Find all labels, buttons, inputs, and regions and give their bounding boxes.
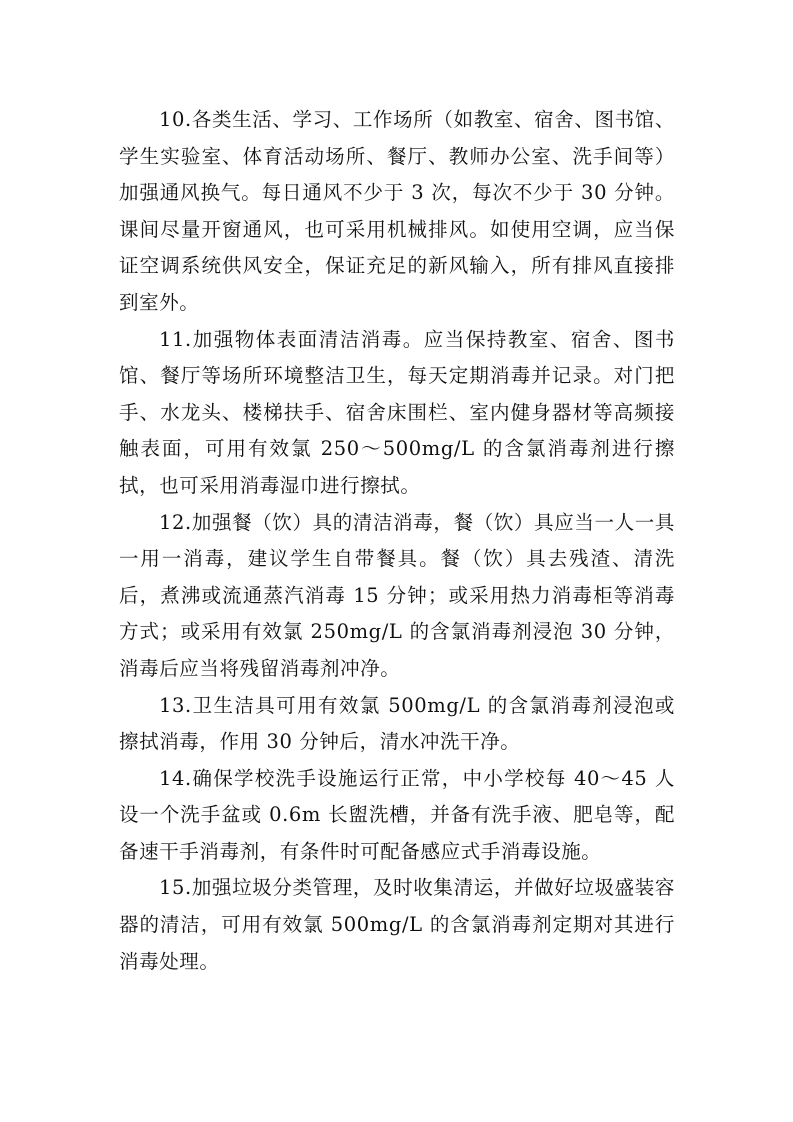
paragraph-tableware-disinfection: 12.加强餐（饮）具的清洁消毒，餐（饮）具应当一人一具一用一消毒，建议学生自带餐具。餐（饮）具去残渣、清洗后，煮沸或流通蒸汽消毒 15 分钟；或采用热力消毒柜等消毒方式；或采用有效氯 250mg/L 的含氯消毒剂浸泡 30 分钟，消毒后应当将残留消毒剂冲净。 xyxy=(119,510,675,680)
paragraph-ventilation: 10.各类生活、学习、工作场所（如教室、宿舍、图书馆、学生实验室、体育活动场所、餐厅、教师办公室、洗手间等）加强通风换气。每日通风不少于 3 次，每次不少于 30 分钟。课间尽量开窗通风，也可采用机械排风。如使用空调，应当保证空调系统供风安全，保证充足的新风输入，所有排风直接排到室外。 xyxy=(119,108,675,314)
paragraph-sanitary-ware: 13.卫生洁具可用有效氯 500mg/L 的含氯消毒剂浸泡或擦拭消毒，作用 30 分钟后，清水冲洗干净。 xyxy=(119,693,675,754)
paragraph-surface-disinfection: 11.加强物体表面清洁消毒。应当保持教室、宿舍、图书馆、餐厅等场所环境整洁卫生，每天定期消毒并记录。对门把手、水龙头、楼梯扶手、宿舍床围栏、室内健身器材等高频接触表面，可用有效氯 250～500mg/L 的含氯消毒剂进行擦拭，也可采用消毒湿巾进行擦拭。 xyxy=(119,327,675,497)
paragraph-handwashing-facilities: 14.确保学校洗手设施运行正常，中小学校每 40～45 人设一个洗手盆或 0.6m 长盥洗槽，并备有洗手液、肥皂等，配备速干手消毒剂，有条件时可配备感应式手消毒设施。 xyxy=(119,766,675,863)
paragraph-garbage-management: 15.加强垃圾分类管理，及时收集清运，并做好垃圾盛装容器的清洁，可用有效氯 500mg/L 的含氯消毒剂定期对其进行消毒处理。 xyxy=(119,876,675,973)
document-body xyxy=(119,102,675,980)
